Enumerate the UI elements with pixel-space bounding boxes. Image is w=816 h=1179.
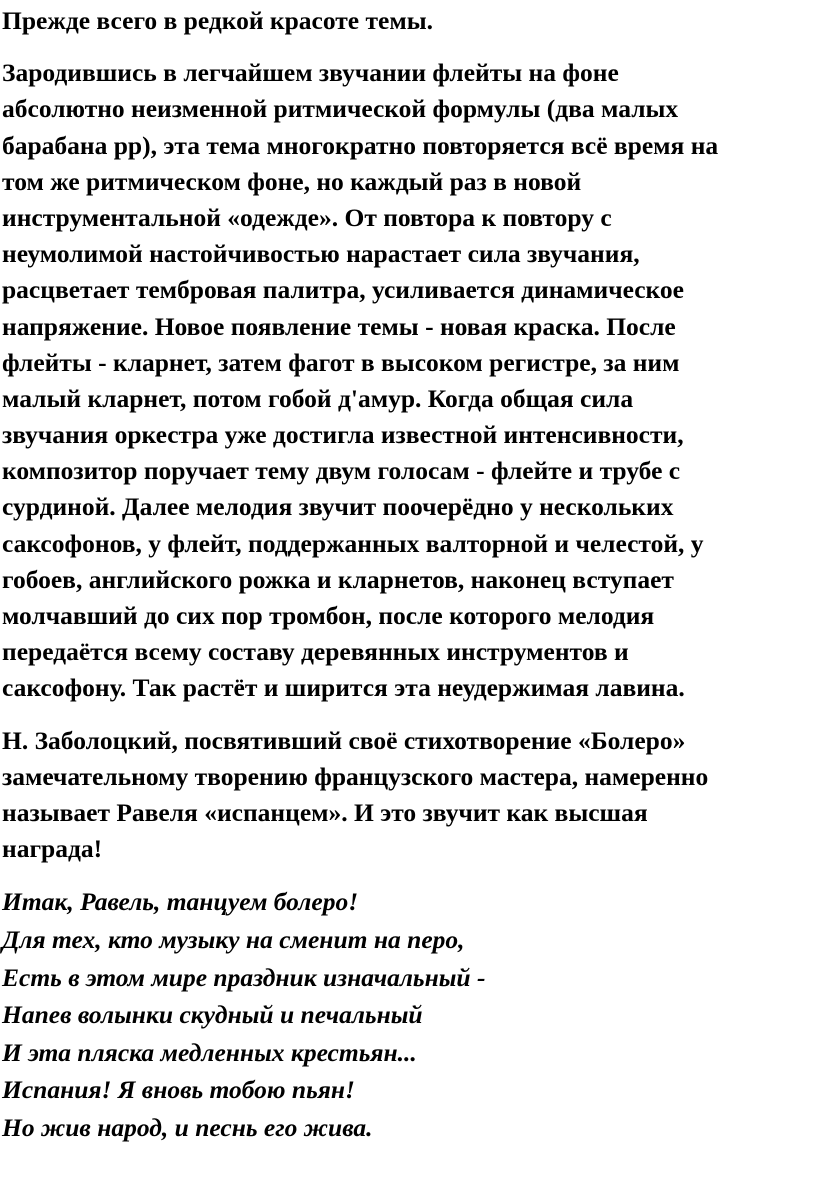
main-paragraph-line: расцветает тембровая палитра, усиливается динамическое (2, 275, 684, 305)
main-paragraph-line: саксофонов, у флейт, поддержанных валторной и челестой, у (2, 528, 704, 558)
main-paragraph-line: том же ритмическом фоне, но каждый раз в новой (2, 166, 582, 196)
quote-paragraph-line: замечательному творению французского мастера, намеренно (2, 761, 709, 791)
main-paragraph-line: сурдиной. Далее мелодия звучит поочерёдно у нескольких (2, 492, 674, 522)
intro-line: Прежде всего в редкой красоте темы. (2, 6, 433, 35)
main-paragraph-line: флейты - кларнет, затем фагот в высоком регистре, за ним (2, 347, 680, 377)
main-paragraph-line: абсолютно неизменной ритмической формулы (два малых (2, 94, 679, 124)
main-paragraph (2, 55, 816, 706)
poem-line: Испания! Я вновь тобою пьян! (2, 1075, 355, 1105)
main-paragraph-line: гобоев, английского рожка и кларнетов, наконец вступает (2, 564, 674, 594)
poem-line: Для тех, кто музыку на сменит на перо, (2, 924, 465, 954)
main-paragraph-line: малый кларнет, потом гобой д'амур. Когда общая сила (2, 383, 634, 413)
quote-paragraph-line: награда! (2, 834, 103, 864)
intro-paragraph (2, 3, 816, 39)
poem-line: Итак, Равель, танцуем болеро! (2, 887, 359, 917)
poem-line: И эта пляска медленных крестьян... (2, 1037, 417, 1067)
quote-paragraph-line: Н. Заболоцкий, посвятивший своё стихотворение «Болеро» (2, 725, 686, 755)
main-paragraph-line: композитор поручает тему двум голосам - флейте и трубе с (2, 456, 681, 486)
main-paragraph-line: Зародившись в легчайшем звучании флейты на фоне (2, 58, 619, 88)
poem-line: Напев волынки скудный и печальный (2, 1000, 423, 1030)
poem-line: Но жив народ, и песнь его жива. (2, 1112, 373, 1142)
main-paragraph-line: барабана pp), эта тема многократно повторяется всё время на (2, 130, 719, 160)
main-paragraph-line: напряжение. Новое появление темы - новая краска. После (2, 311, 676, 341)
poem-line: Есть в этом мире праздник изначальный - (2, 962, 486, 992)
quote-paragraph-line: называет Равеля «испанцем». И это звучит как высшая (2, 797, 648, 827)
main-paragraph-line: инструментальной «одежде». От повтора к повтору с (2, 202, 612, 232)
poem-stanza (2, 883, 816, 1146)
quote-paragraph (2, 723, 816, 868)
main-paragraph-line: неумолимой настойчивостью нарастает сила звучания, (2, 239, 640, 269)
main-paragraph-line: передаётся всему составу деревянных инструментов и (2, 637, 629, 667)
main-paragraph-line: молчавший до сих пор тромбон, после которого мелодия (2, 601, 655, 630)
main-paragraph-line: звучания оркестра уже достигла известной интенсивности, (2, 420, 684, 450)
main-paragraph-line: саксофону. Так растёт и ширится эта неудержимая лавина. (2, 673, 685, 703)
